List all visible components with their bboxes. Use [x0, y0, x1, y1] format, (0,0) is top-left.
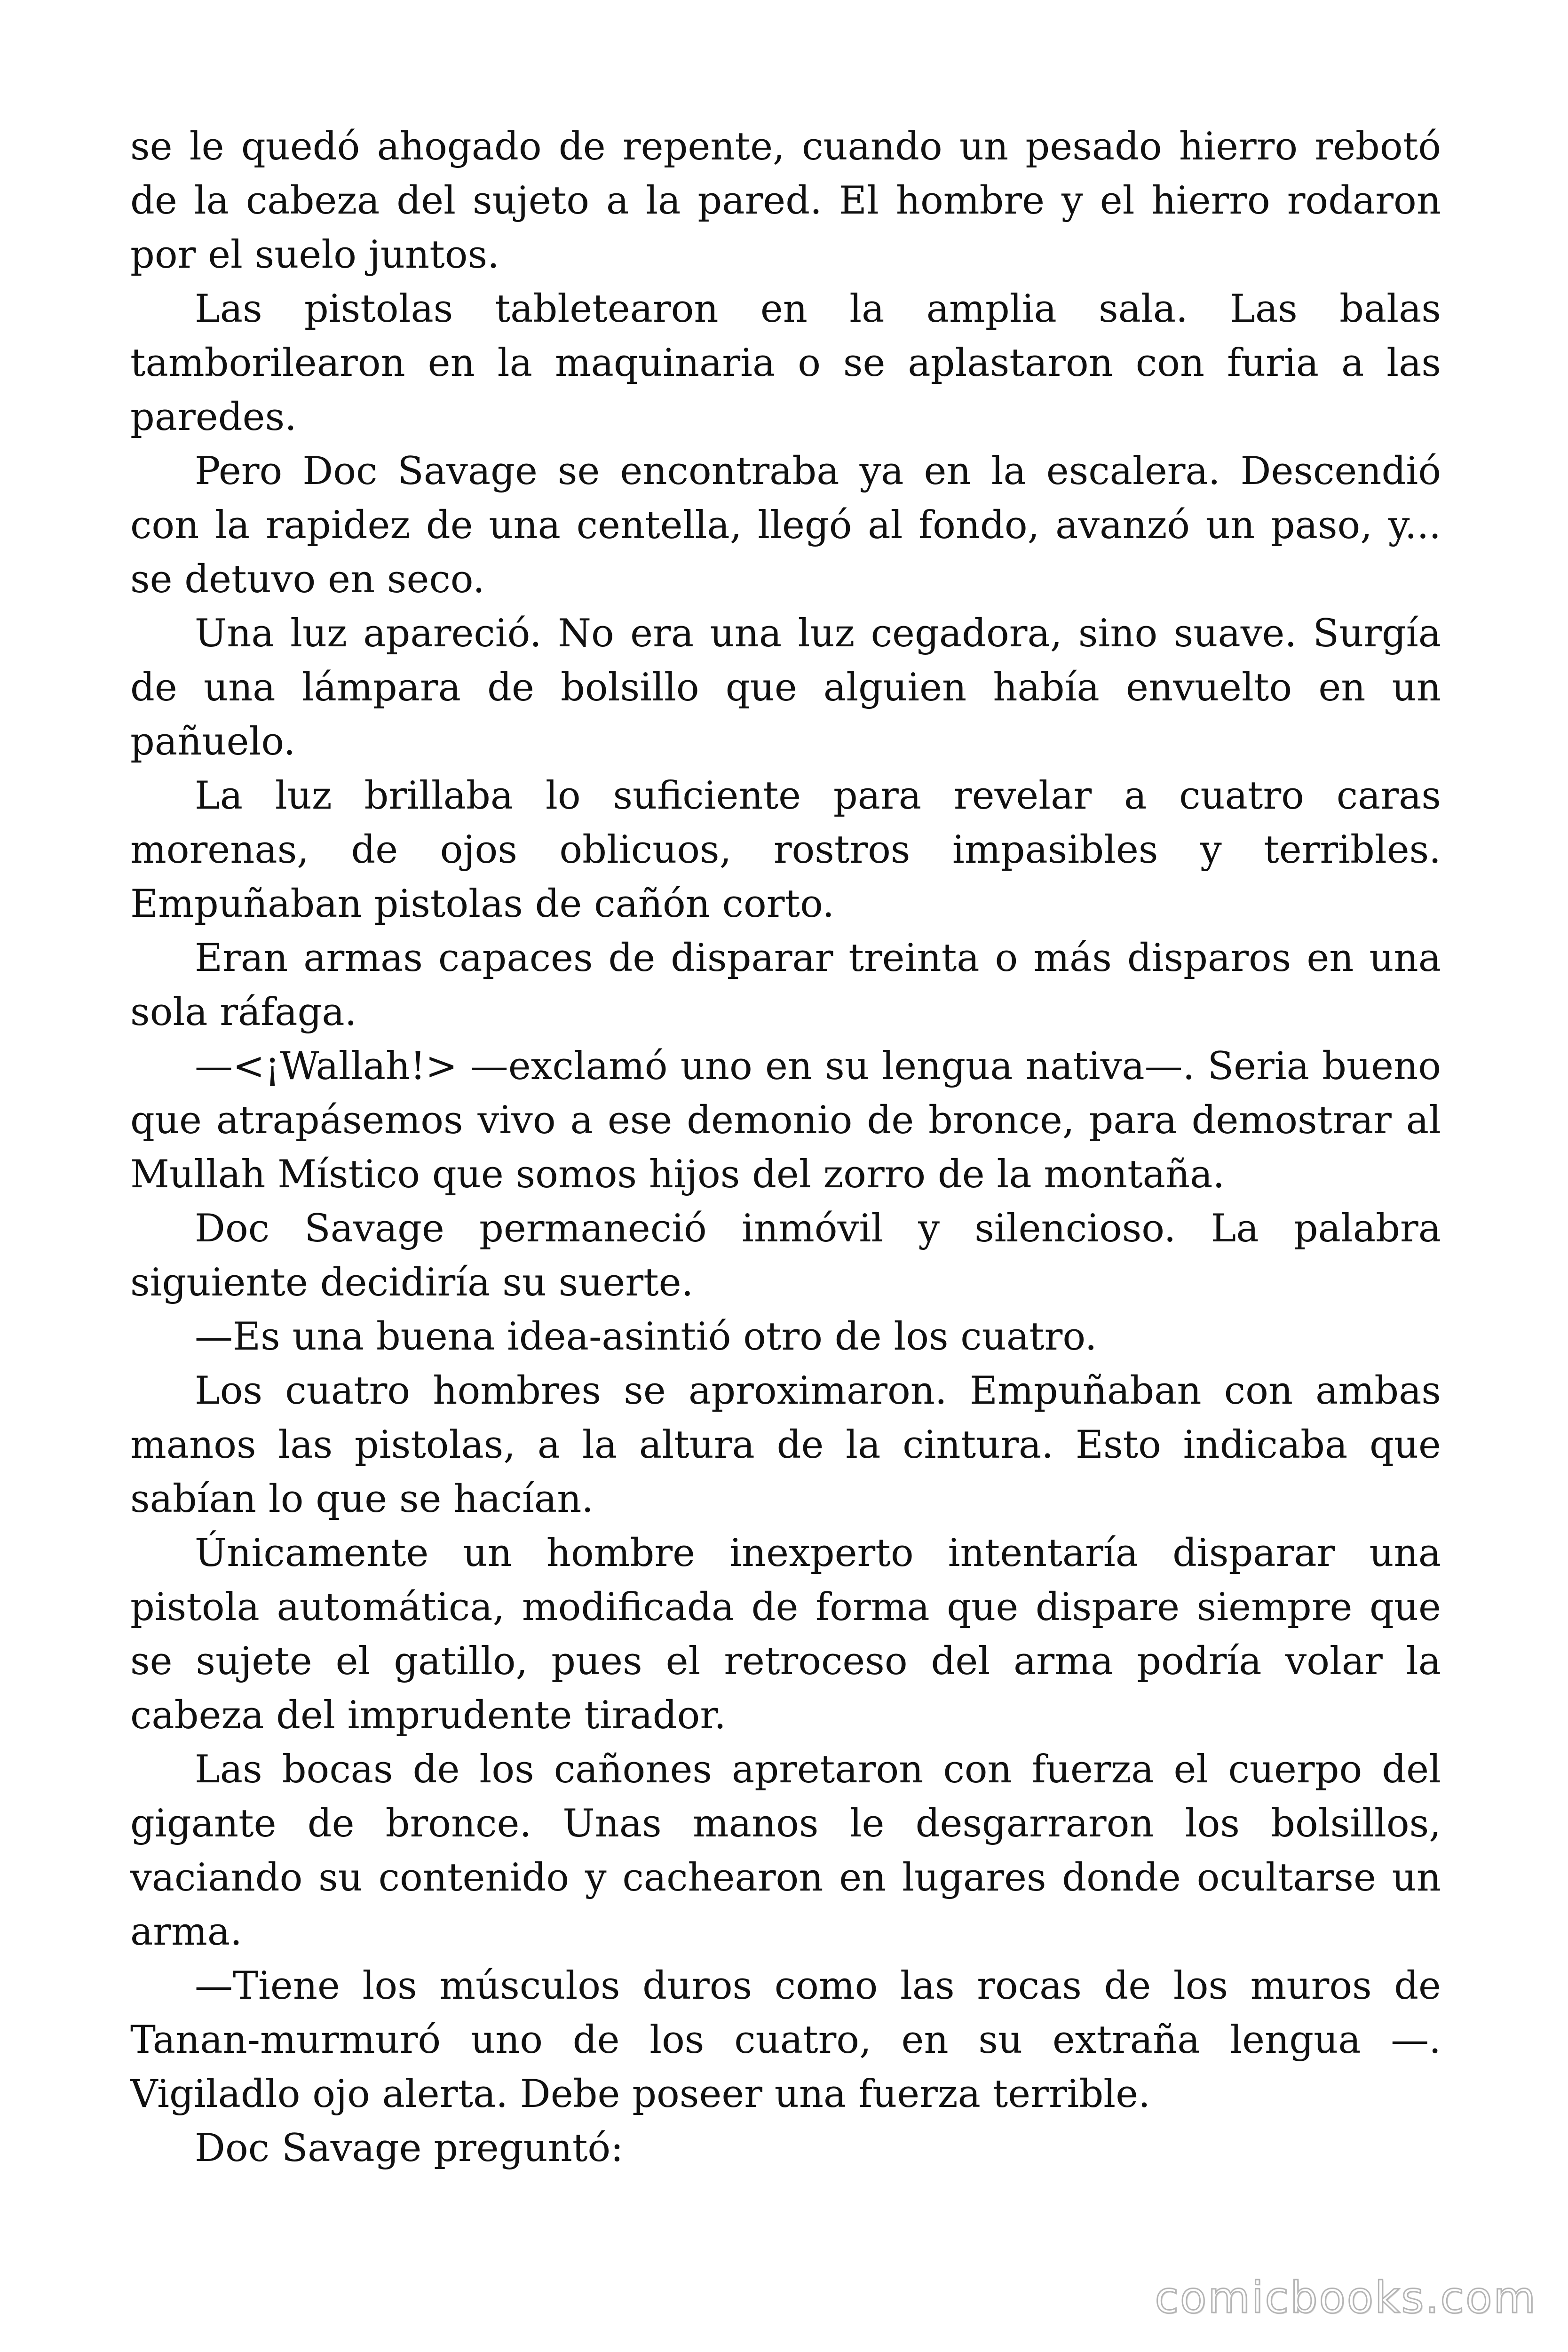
watermark-logo: comicbooks.com: [1155, 2273, 1537, 2323]
paragraph: Doc Savage permaneció inmóvil y silencioso. La palabra siguiente decidiría su suerte.: [130, 1207, 1441, 1305]
paragraph: se le quedó ahogado de repente, cuando un pesado hierro rebotó de la cabeza del sujeto a la pared. El hombre y el hierro rodaron por el suelo juntos.: [130, 125, 1441, 277]
paragraph: —Es una buena idea-asintió otro de los cuatro.: [195, 1315, 1097, 1359]
book-page-text: [130, 120, 1441, 2176]
paragraph: Las bocas de los cañones apretaron con fuerza el cuerpo del gigante de bronce. Unas manos le desgarraron los bolsillos, vaciando su contenido y cachearon en lugares donde ocultarse un arma.: [130, 1748, 1441, 1954]
paragraph: —Tiene los músculos duros como las rocas de los muros de Tanan-murmuró uno de los cuatro, en su extraña lengua —. Vigiladlo ojo alerta. Debe poseer una fuerza terrible.: [130, 1964, 1441, 2116]
paragraph: Las pistolas tabletearon en la amplia sala. Las balas tamborilearon en la maquinaria o se aplastaron con furia a las paredes.: [130, 287, 1441, 439]
paragraph: Los cuatro hombres se aproximaron. Empuñaban con ambas manos las pistolas, a la altura de la cintura. Esto indicaba que sabían lo que se hacían.: [130, 1369, 1441, 1521]
paragraph: Doc Savage preguntó:: [195, 2126, 624, 2170]
paragraph: La luz brillaba lo suficiente para revelar a cuatro caras morenas, de ojos oblicuos, rostros impasibles y terribles. Empuñaban pistolas de cañón corto.: [130, 774, 1441, 926]
paragraph: Pero Doc Savage se encontraba ya en la escalera. Descendió con la rapidez de una centella, llegó al fondo, avanzó un paso, y... se detuvo en seco.: [130, 449, 1441, 602]
paragraph: Una luz apareció. No era una luz cegadora, sino suave. Surgía de una lámpara de bolsillo que alguien había envuelto en un pañuelo.: [130, 612, 1441, 764]
paragraph: —<¡Wallah!> —exclamó uno en su lengua nativa—. Seria bueno que atrapásemos vivo a ese demonio de bronce, para demostrar al Mullah Místico que somos hijos del zorro de la montaña.: [130, 1044, 1441, 1197]
paragraph: Eran armas capaces de disparar treinta o más disparos en una sola ráfaga.: [130, 936, 1441, 1034]
paragraph: Únicamente un hombre inexperto intentaría disparar una pistola automática, modificada de forma que dispare siempre que se sujete el gatillo, pues el retroceso del arma podría volar la cabeza del imprudente tirador.: [130, 1531, 1441, 1738]
